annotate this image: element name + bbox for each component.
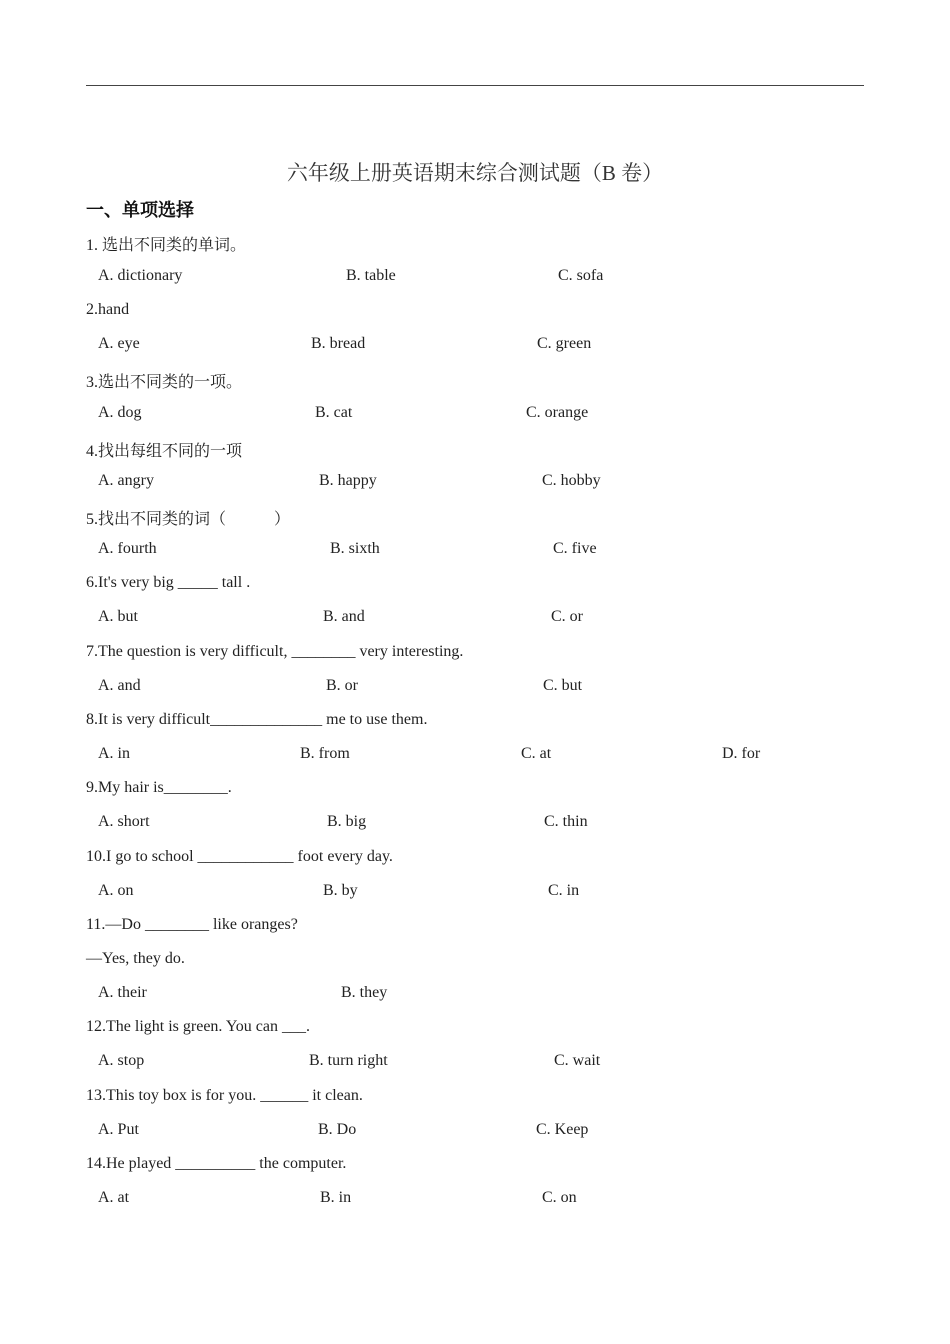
option-b[interactable]: B. Do [318,1121,357,1138]
option-b[interactable]: B. and [323,608,365,625]
option-b[interactable]: B. big [327,813,367,830]
option-a[interactable]: A. Put [98,1121,139,1138]
option-a[interactable]: A. fourth [98,540,157,557]
option-b[interactable]: B. table [346,267,396,284]
option-b[interactable]: B. or [326,677,358,694]
question-stem: 10.I go to school ____________ foot every day. [86,848,393,865]
question-stem: 3.选出不同类的一项。 [86,374,243,391]
option-b[interactable]: B. happy [319,472,377,489]
option-c[interactable]: C. wait [554,1052,601,1069]
question-stem: 13.This toy box is for you. ______ it clean. [86,1087,363,1104]
option-c[interactable]: C. but [543,677,583,694]
option-d[interactable]: D. for [722,745,761,762]
question-stem: 2.hand [86,301,130,318]
option-a[interactable]: A. angry [98,472,154,489]
question-stem: 9.My hair is________. [86,779,232,796]
question-stem: 14.He played __________ the computer. [86,1155,347,1172]
option-b[interactable]: B. bread [311,335,366,352]
page-title: 六年级上册英语期末综合测试题（B 卷） [286,161,664,185]
option-c[interactable]: C. orange [526,404,589,421]
question-stem: 11.—Do ________ like oranges? [86,916,298,933]
option-a[interactable]: A. stop [98,1052,145,1069]
option-c[interactable]: C. hobby [542,472,601,489]
option-c[interactable]: C. on [542,1189,577,1206]
option-c[interactable]: C. thin [544,813,588,830]
question-stem: 6.It's very big _____ tall . [86,574,251,591]
option-b[interactable]: B. cat [315,404,353,421]
option-b[interactable]: B. sixth [330,540,380,557]
question-stem: 8.It is very difficult______________ me to use them. [86,711,428,728]
option-c[interactable]: C. or [551,608,583,625]
option-a[interactable]: A. at [98,1189,130,1206]
header-rule [86,85,864,86]
option-a[interactable]: A. eye [98,335,140,352]
option-c[interactable]: C. at [521,745,552,762]
option-c[interactable]: C. Keep [536,1121,589,1138]
question-dialogue-reply: —Yes, they do. [86,950,185,967]
option-c[interactable]: C. five [553,540,597,557]
option-a[interactable]: A. in [98,745,130,762]
section-heading: 一、单项选择 [86,200,194,221]
option-c[interactable]: C. in [548,882,580,899]
option-c[interactable]: C. sofa [558,267,604,284]
option-c[interactable]: C. green [537,335,592,352]
question-stem: 7.The question is very difficult, ________ very interesting. [86,643,464,660]
question-stem: 12.The light is green. You can ___. [86,1018,310,1035]
option-a[interactable]: A. short [98,813,150,830]
question-stem: 5.找出不同类的词（ ） [86,511,291,528]
question-stem: 4.找出每组不同的一项 [86,443,243,460]
option-a[interactable]: A. and [98,677,141,694]
question-stem: 1. 选出不同类的单词。 [86,237,247,254]
option-b[interactable]: B. from [300,745,350,762]
option-b[interactable]: B. by [323,882,358,899]
option-a[interactable]: A. but [98,608,138,625]
option-a[interactable]: A. dictionary [98,267,183,284]
option-b[interactable]: B. turn right [309,1052,388,1069]
option-b[interactable]: B. in [320,1189,352,1206]
option-a[interactable]: A. dog [98,404,142,421]
option-b[interactable]: B. they [341,984,388,1001]
option-a[interactable]: A. on [98,882,134,899]
option-a[interactable]: A. their [98,984,147,1001]
